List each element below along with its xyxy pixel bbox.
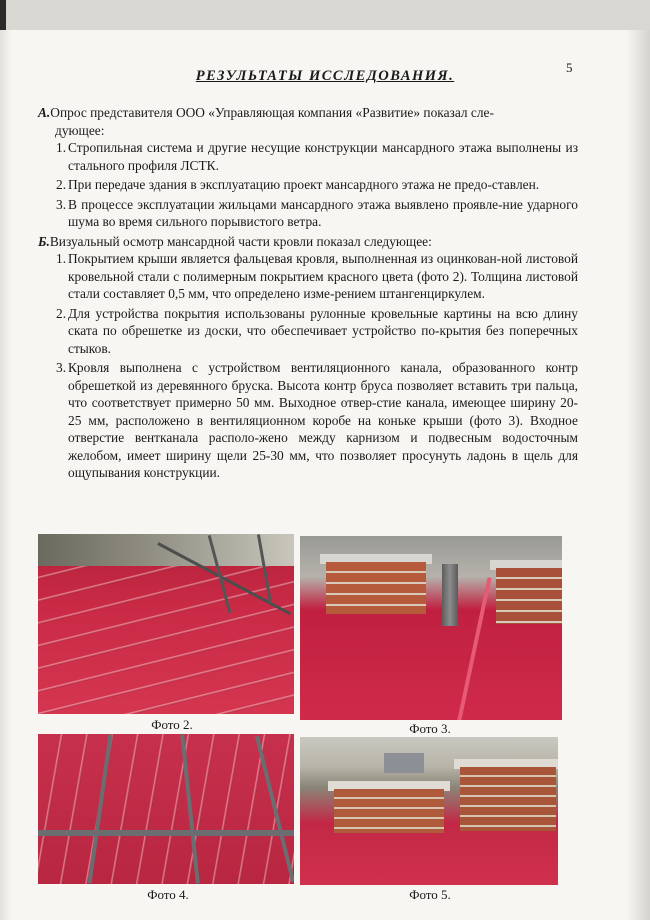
railing-post bbox=[255, 736, 294, 883]
section-a-list bbox=[38, 139, 578, 231]
photo-caption: Фото 2. bbox=[151, 717, 193, 732]
list-item bbox=[38, 139, 578, 174]
list-item bbox=[38, 176, 578, 194]
section-a-marker: А. bbox=[38, 105, 51, 120]
vent-pipe bbox=[442, 564, 458, 626]
photo-caption: Фото 4. bbox=[147, 887, 189, 902]
list-item-text: Для устройства покрытия использованы рулонные кровельные картины на всю длину ската по обрешетке из доски, что обеспечивает устройство по-крытия без поперечных стыков. bbox=[68, 305, 578, 356]
list-item-text: Кровля выполнена с устройством вентиляционного канала, образованного контр обрешеткой из деревянного бруска. Высота контр бруса позволяет вставить три пальца, что соответствует примерно 50 мм. Выходное отвер-стие канала, имеющее ширину 20-25 мм, расположено в вентиляционном коробе на коньке крыши (фото 3). Входное отверстие вентканала располо-жено между карнизом и подвесным водосточным желобом, имеет ширину щели 25-30 мм, что позволяет просунуть ладонь в щель для ощупывания конструкции. bbox=[68, 360, 578, 480]
photo-caption: Фото 3. bbox=[409, 721, 451, 736]
photo-chimneys-town bbox=[300, 737, 558, 885]
photo-roof-seams bbox=[38, 534, 294, 714]
brick-chimney bbox=[326, 562, 426, 614]
list-item bbox=[38, 250, 578, 303]
railing-post bbox=[180, 734, 200, 884]
section-b-intro bbox=[38, 233, 578, 251]
section-a bbox=[38, 104, 578, 231]
roof-ridge bbox=[456, 577, 491, 720]
body-text bbox=[38, 104, 578, 484]
list-item-number: 1. bbox=[56, 140, 67, 155]
list-item bbox=[38, 359, 578, 482]
list-item-text: Покрытием крыши является фальцевая кровля, выполненная из оцинкован-ной листовой кровельной стали с полимерным покрытием красного цвета (фото 2). Толщина листовой стали составляет 0,5 мм, что определено изме-рением штангенциркулем. bbox=[68, 251, 578, 301]
scan-top-margin bbox=[0, 0, 650, 30]
railing-bar bbox=[38, 830, 294, 836]
photo-roof-railings bbox=[38, 734, 294, 884]
section-a-intro bbox=[38, 104, 578, 122]
list-item bbox=[38, 196, 578, 231]
section-a-intro-cont: дующее: bbox=[55, 122, 105, 138]
photo-roof-ridge-vent bbox=[300, 536, 562, 720]
list-item-number: 3. bbox=[56, 196, 67, 212]
brick-chimney bbox=[460, 767, 556, 831]
photo-background bbox=[38, 534, 294, 566]
section-a-intro-text: Опрос представителя ООО «Управляющая компания «Развитие» показал сле- bbox=[50, 105, 494, 120]
list-item-number: 2. bbox=[56, 305, 67, 321]
page-number: 5 bbox=[566, 60, 573, 75]
photo-caption: Фото 5. bbox=[409, 887, 451, 902]
scan-corner-shadow bbox=[0, 0, 6, 30]
brick-chimney bbox=[496, 568, 562, 624]
list-item-number: 3. bbox=[56, 360, 67, 375]
scan-right-edge bbox=[626, 30, 650, 920]
railing-post bbox=[88, 734, 113, 883]
section-b-marker: Б. bbox=[38, 233, 50, 249]
section-b-list bbox=[38, 250, 578, 482]
section-b bbox=[38, 233, 578, 482]
page-title: РЕЗУЛЬТАТЫ ИССЛЕДОВАНИЯ. bbox=[195, 68, 455, 84]
list-item-number: 2. bbox=[56, 177, 67, 192]
brick-chimney bbox=[334, 789, 444, 833]
list-item-text: Стропильная система и другие несущие конструкции мансардного этажа выполнены из стального профиля ЛСТК. bbox=[68, 140, 578, 173]
background-building bbox=[384, 753, 424, 773]
list-item-number: 1. bbox=[56, 251, 67, 266]
section-b-intro-text: Визуальный осмотр мансардной части кровли показал следующее: bbox=[49, 233, 432, 249]
list-item-text: В процессе эксплуатации жильцами мансардного этажа выявлено проявле-ние ударного шума во время сильного порывистого ветра. bbox=[68, 196, 578, 229]
list-item bbox=[38, 305, 578, 358]
list-item-text: При передаче здания в эксплуатацию проект мансардного этажа не предо-ставлен. bbox=[68, 177, 540, 192]
scan-left-edge bbox=[0, 30, 12, 920]
